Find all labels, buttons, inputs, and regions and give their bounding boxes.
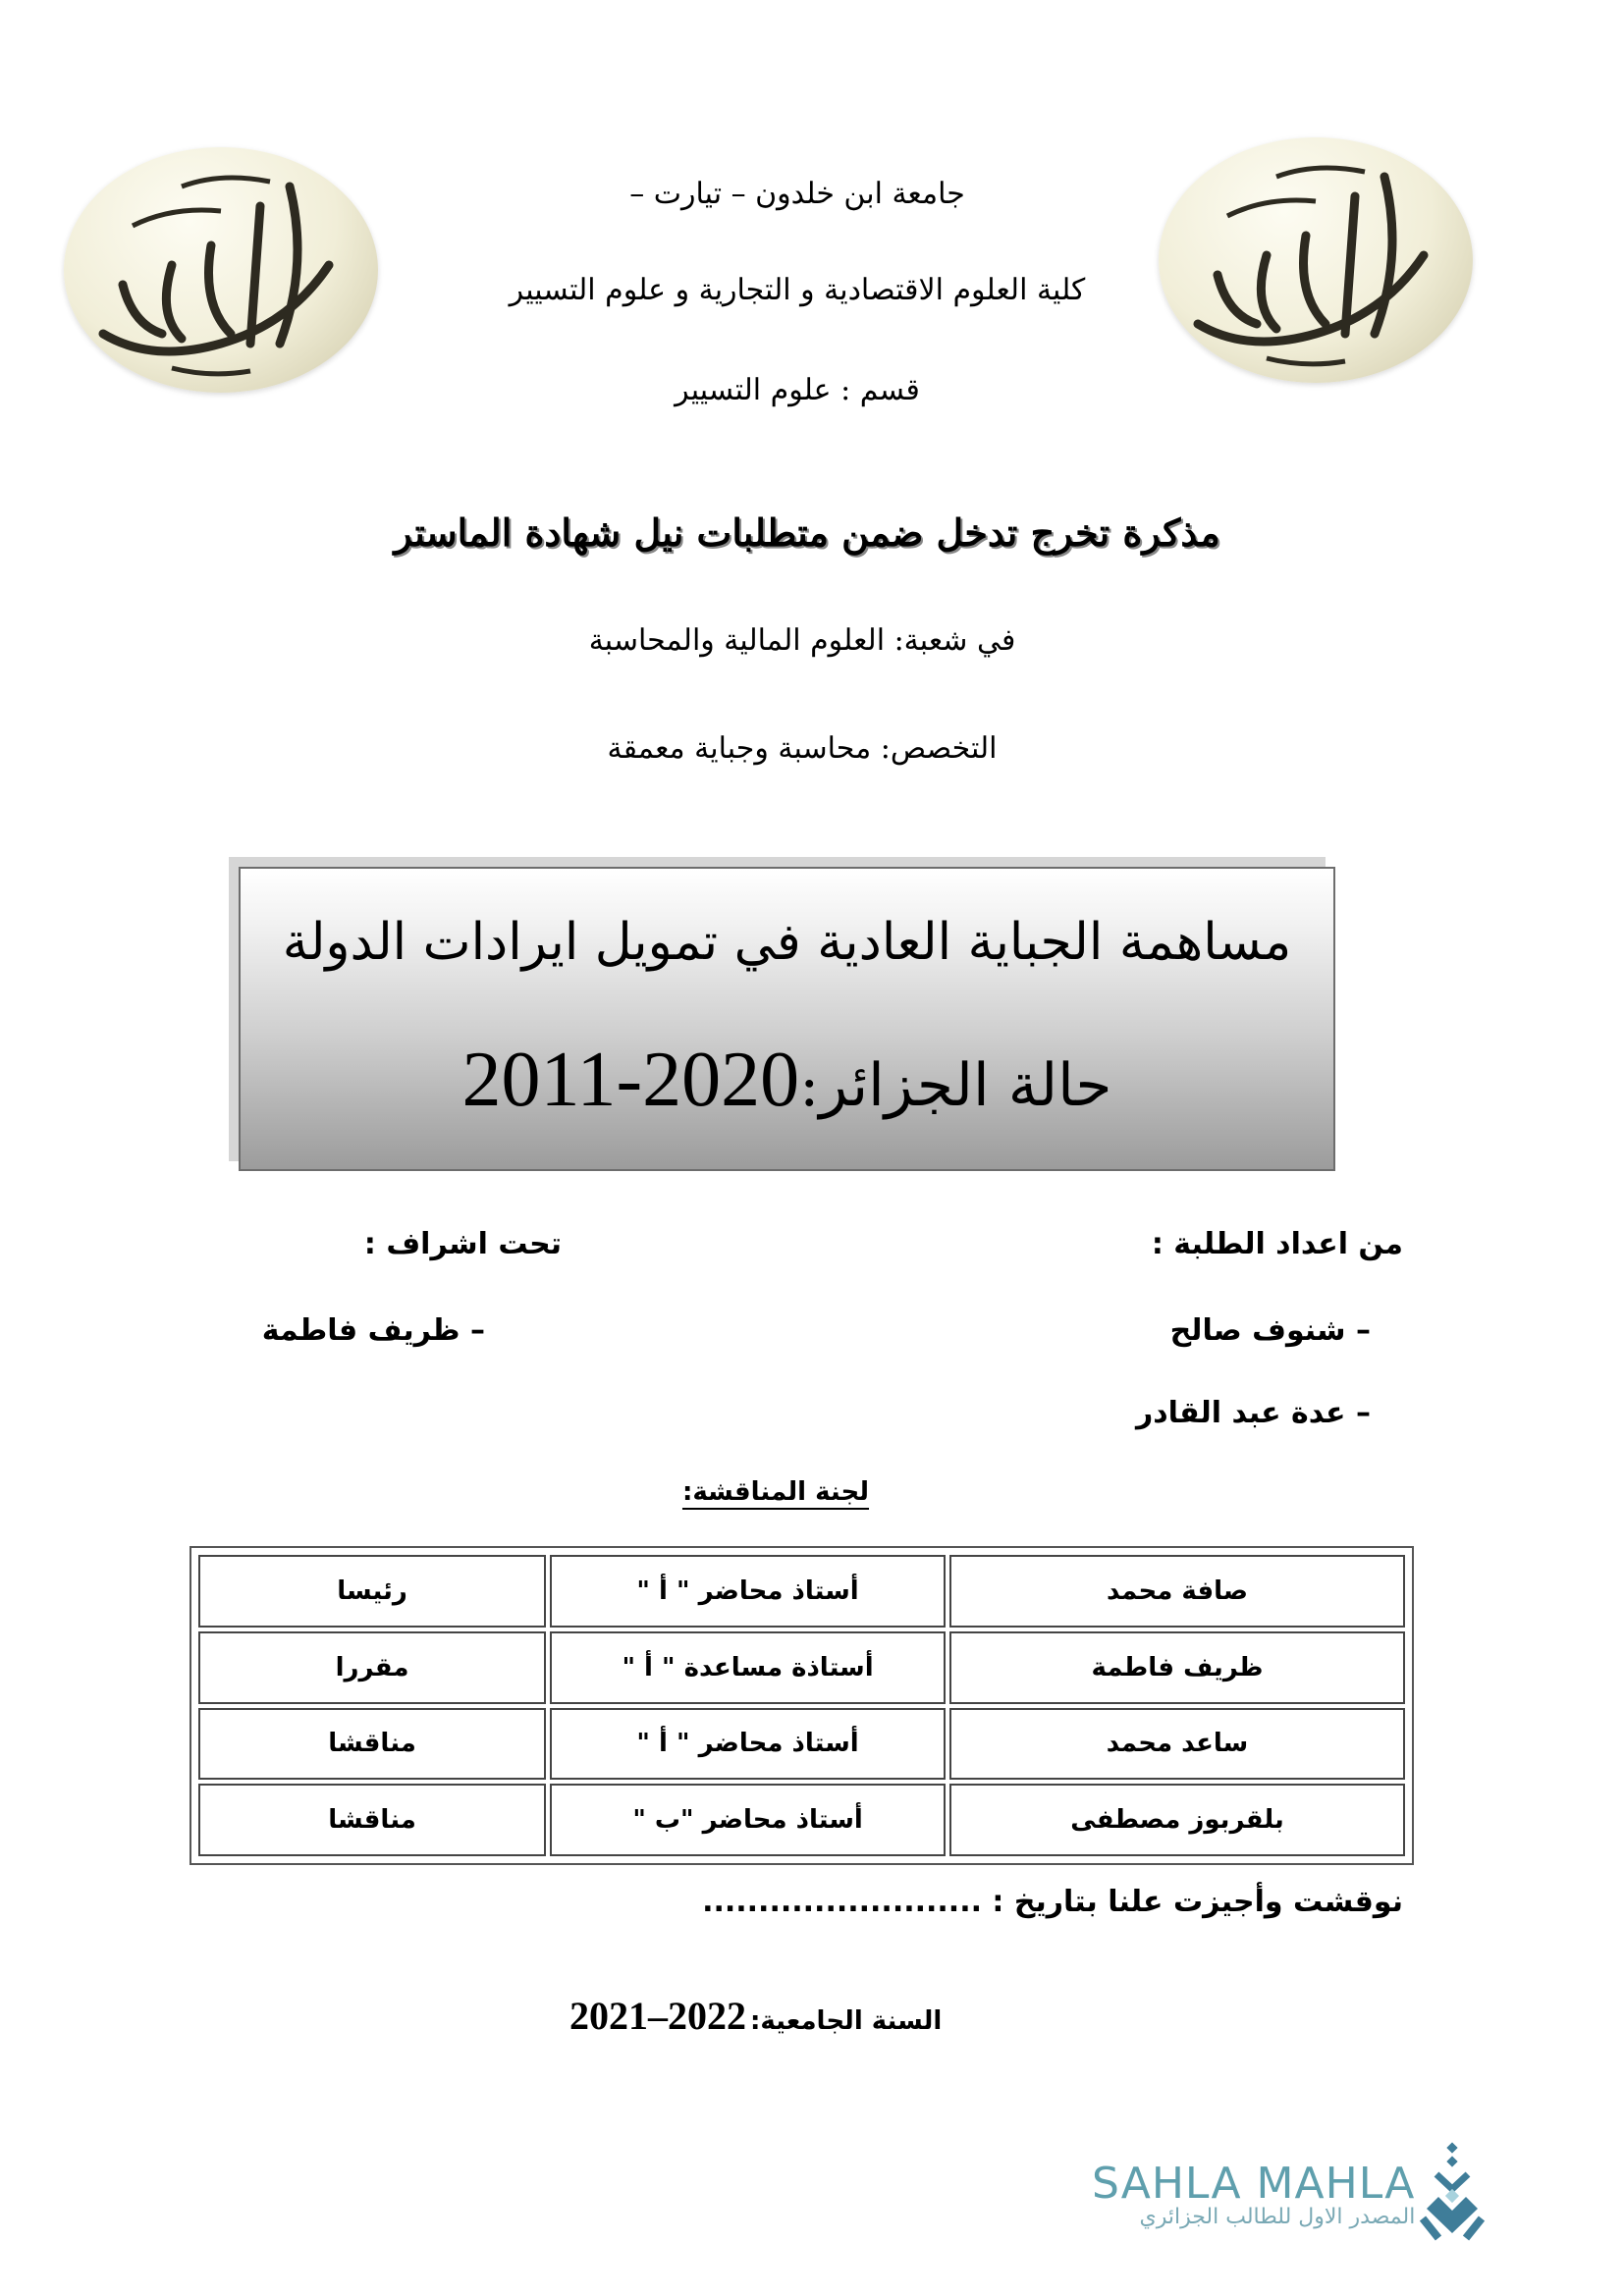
case-label: حالة الجزائر: — [799, 1051, 1112, 1120]
member-rank: أستاذ محاضر " أ " — [550, 1555, 946, 1628]
academic-year — [569, 1993, 942, 2039]
calligraphy-emblem-icon — [1159, 137, 1473, 383]
table-row — [198, 1631, 1405, 1704]
faculty-name: كلية العلوم الاقتصادية و التجارية و علوم التسيير — [509, 273, 1086, 307]
member-role: مناقشا — [198, 1784, 546, 1856]
member-role: مناقشا — [198, 1708, 546, 1781]
committee-label: لجنة المناقشة: — [681, 1477, 870, 1507]
supervisor-name: – ظريف فاطمة — [261, 1313, 485, 1348]
department-name: قسم : علوم التسيير — [675, 373, 920, 407]
sahla-mahla-watermark — [1092, 2140, 1488, 2248]
table-row — [198, 1555, 1405, 1628]
academic-year-value: 2021–2022 — [569, 1994, 746, 2038]
students-label: من اعداد الطلبة : — [1151, 1227, 1403, 1261]
case-years: 2011-2020 — [461, 1037, 800, 1123]
member-name: بلقربوز مصطفى — [949, 1784, 1405, 1856]
supervisor-label: تحت اشراف : — [363, 1227, 562, 1261]
member-rank: أستاذ محاضر "ب " — [550, 1784, 946, 1856]
student-name-2: – عدة عبد القادر — [1135, 1396, 1371, 1430]
table-row — [198, 1708, 1405, 1781]
member-role: رئيسا — [198, 1555, 546, 1628]
member-rank: أستاذة مساعدة " أ " — [550, 1631, 946, 1704]
table-row — [198, 1784, 1405, 1856]
thesis-branch: في شعبة: العلوم المالية والمحاسبة — [588, 623, 1016, 658]
member-name: صافة محمد — [949, 1555, 1405, 1628]
watermark-tagline: المصدر الاول للطالب الجزائري — [1139, 2205, 1416, 2229]
thesis-title: مساهمة الجباية العادية في تمويل ايرادات الدولة — [282, 913, 1292, 972]
thesis-purpose: مذكرة تخرج تدخل ضمن متطلبات نيل شهادة الماستر — [394, 510, 1220, 555]
committee-table — [189, 1546, 1414, 1865]
thesis-case-study — [241, 1036, 1333, 1125]
academic-year-label: السنة الجامعية: — [750, 2006, 943, 2036]
member-name: ظريف فاطمة — [949, 1631, 1405, 1704]
student-name-1: – شنوف صالح — [1169, 1313, 1371, 1348]
member-rank: أستاذ محاضر " أ " — [550, 1708, 946, 1781]
university-name: جامعة ابن خلدون – تيارت – — [629, 177, 965, 211]
defense-date: نوقشت وأجيزت علنا بتاريخ : ......................... — [702, 1885, 1403, 1919]
sahla-emblem-icon — [1419, 2140, 1488, 2248]
watermark-brand: SAHLA MAHLA — [1092, 2159, 1416, 2209]
member-role: مقررا — [198, 1631, 546, 1704]
thesis-specialty: التخصص: محاسبة وجباية معمقة — [607, 731, 998, 766]
thesis-title-box — [239, 867, 1335, 1171]
university-logo-right — [1159, 137, 1473, 383]
member-name: ساعد محمد — [949, 1708, 1405, 1781]
